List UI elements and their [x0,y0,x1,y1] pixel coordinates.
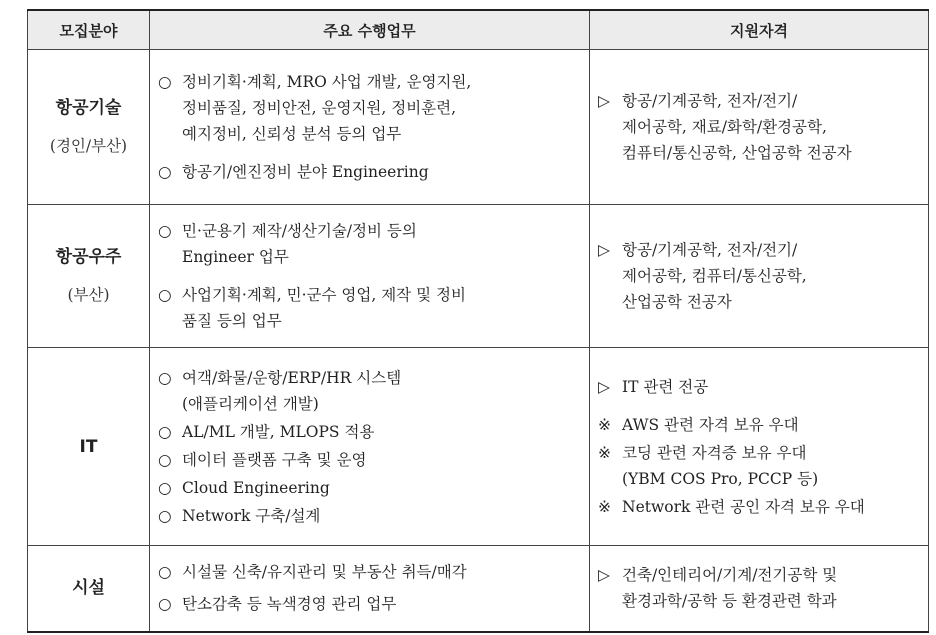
circle-bullet-icon: ○ [158,450,172,469]
header-qualifications: 지원자격 [590,10,929,50]
reference-mark-icon: ※ [598,443,611,462]
qualification-line: 제어공학, 컴퓨터/통신공학, [622,267,807,285]
circle-bullet-icon: ○ [158,478,172,497]
category-name: IT [79,436,98,457]
duty-item [158,159,581,185]
triangle-bullet-icon: ▷ [598,566,610,585]
reference-mark-icon: ※ [598,497,611,516]
duty-line: 정비기획·계획, MRO 사업 개발, 운영지원, [182,73,472,91]
qualification-line: 건축/인테리어/기계/전기공학 및 [622,566,838,585]
duty-line: Network 구축/설계 [182,506,321,525]
duty-item [158,447,581,473]
duty-item [158,503,581,529]
qualification-line: 항공/기계공학, 전자/전기/ [622,92,798,110]
duties-cell [150,348,590,546]
reference-mark-icon: ※ [598,415,611,434]
duty-line: 민·군용기 제작/생산기술/정비 등의 [182,222,417,240]
duties-cell [150,50,590,205]
category-cell [28,348,150,546]
triangle-bullet-icon: ▷ [598,92,610,110]
header-row [28,10,929,50]
circle-bullet-icon: ○ [158,563,172,582]
circle-bullet-icon: ○ [158,368,172,387]
circle-bullet-icon: ○ [158,73,172,91]
qualification-item [598,88,920,166]
category-name: 항공우주 [55,247,122,267]
duty-line: 시설물 신축/유지관리 및 부동산 취득/매각 [182,563,467,582]
circle-bullet-icon: ○ [158,506,172,525]
duty-line: 사업기획·계획, 민·군수 영업, 제작 및 정비 [182,286,466,304]
qualifications-cell [590,546,929,632]
qualification-line: 산업공학 전공자 [622,293,732,311]
qualification-line: AWS 관련 자격 보유 우대 [622,415,799,434]
triangle-bullet-icon: ▷ [598,377,610,396]
duties-cell [150,205,590,348]
category-cell [28,546,150,632]
duties-cell [150,546,590,632]
header-duties: 주요 수행업무 [150,10,590,50]
duty-item [158,282,581,334]
triangle-bullet-icon: ▷ [598,241,610,259]
table-row [28,348,929,546]
category-name: 시설 [72,578,105,599]
category-location: (경인/부산) [49,137,128,155]
qualification-line: 제어공학, 재료/화학/환경공학, [622,118,827,136]
duty-line: 항공기/엔진정비 분야 Engineering [182,163,429,181]
duty-item [158,559,581,585]
qualification-item [598,237,920,315]
circle-bullet-icon: ○ [158,422,172,441]
table-row [28,546,929,632]
circle-bullet-icon: ○ [158,163,172,181]
circle-bullet-icon: ○ [158,222,172,240]
qualification-item [598,562,920,614]
qualification-item [598,374,920,400]
duty-line: 탄소감축 등 녹색경영 관리 업무 [182,595,397,614]
duty-item [158,69,581,147]
duty-line: (애플리케이션 개발) [182,394,319,413]
qualification-line: 항공/기계공학, 전자/전기/ [622,241,798,259]
duty-item [158,365,581,417]
duty-item [158,419,581,445]
header-field: 모집분야 [28,10,150,50]
duty-line: 여객/화물/운항/ERP/HR 시스템 [182,368,402,387]
recruitment-table-container [27,9,928,633]
category-cell [28,205,150,348]
category-cell [28,50,150,205]
qualification-line: IT 관련 전공 [622,377,709,396]
qualification-line: 코딩 관련 자격증 보유 우대 [622,443,807,462]
duty-line: 정비품질, 정비안전, 운영지원, 정비훈련, [182,99,457,117]
category-location: (부산) [67,286,110,304]
qualification-item [598,412,920,438]
table-row [28,205,929,348]
qualifications-cell [590,50,929,205]
duty-line: 데이터 플랫폼 구축 및 운영 [182,450,367,469]
circle-bullet-icon: ○ [158,595,172,614]
duty-item [158,475,581,501]
duty-item [158,591,581,617]
recruitment-table [27,9,929,633]
category-name: 항공기술 [55,98,122,118]
qualifications-cell [590,205,929,348]
duty-line: 품질 등의 업무 [182,312,282,330]
qualification-item [598,494,920,520]
circle-bullet-icon: ○ [158,286,172,304]
duty-line: 예지정비, 신뢰성 분석 등의 업무 [182,125,402,143]
qualification-line: Network 관련 공인 자격 보유 우대 [622,497,865,516]
qualification-line: 환경과학/공학 등 환경관련 학과 [622,592,837,611]
duty-line: AL/ML 개발, MLOPS 적용 [182,422,375,441]
qualification-item [598,440,920,492]
duty-line: Cloud Engineering [182,478,330,497]
qualification-line: 컴퓨터/통신공학, 산업공학 전공자 [622,144,852,162]
duty-line: Engineer 업무 [182,248,289,266]
qualification-line: (YBM COS Pro, PCCP 등) [622,469,819,488]
table-row [28,50,929,205]
qualifications-cell [590,348,929,546]
duty-item [158,218,581,270]
